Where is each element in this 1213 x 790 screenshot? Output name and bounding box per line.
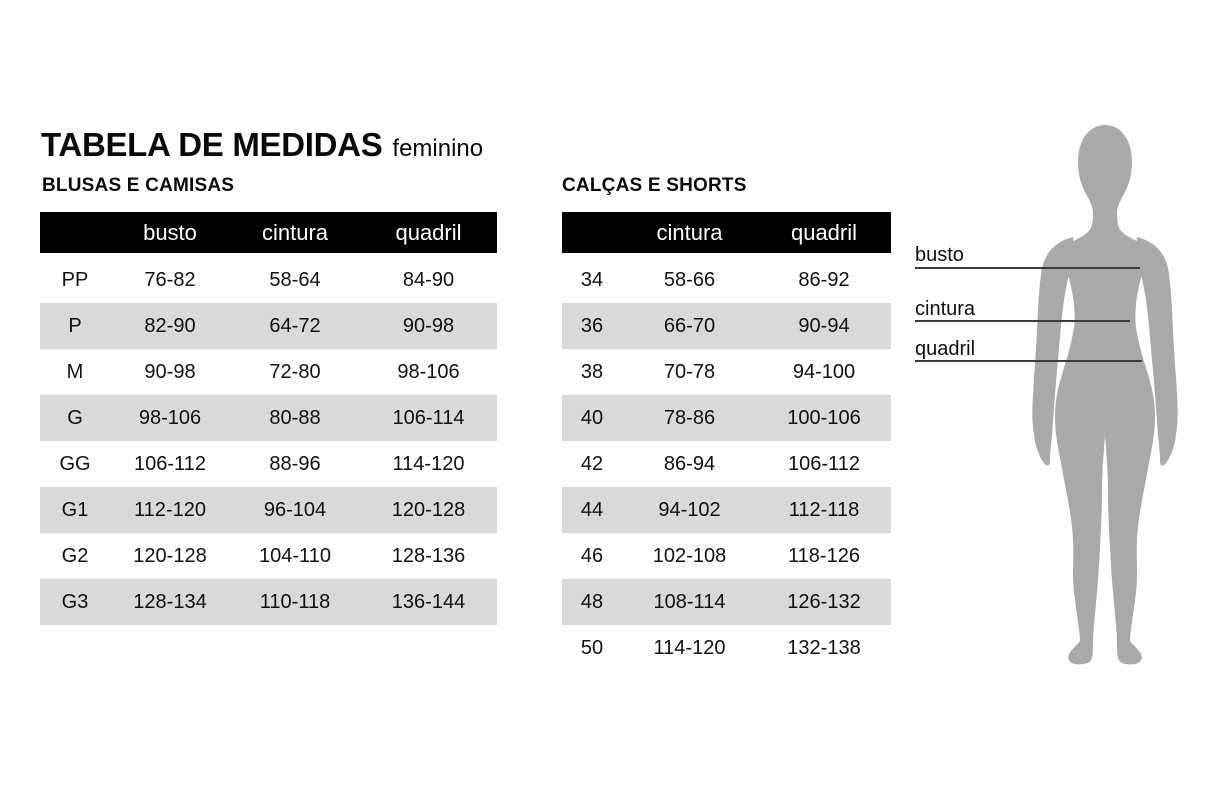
size-label: GG	[59, 452, 91, 475]
blusas-table	[40, 212, 497, 625]
measurement-cell: 120-128	[391, 498, 466, 521]
measurement-cell: 112-118	[788, 498, 860, 521]
column-header-quadril: quadril	[395, 219, 462, 245]
size-label: G3	[61, 590, 89, 613]
column-header-cintura: cintura	[656, 219, 723, 245]
table-row	[562, 257, 891, 303]
size-label: 36	[580, 314, 604, 337]
size-label: 40	[580, 406, 604, 429]
measurement-cell: 72-80	[269, 360, 321, 383]
measurement-cell: 86-92	[798, 268, 850, 291]
measurement-cell: 76-82	[144, 268, 196, 291]
size-label: 44	[580, 498, 604, 521]
measurement-cell: 98-106	[397, 360, 460, 383]
size-label: 34	[580, 268, 604, 291]
table-row	[562, 441, 891, 487]
measurement-cell: 136-144	[391, 590, 466, 613]
measurement-cell: 90-98	[402, 314, 455, 337]
column-header-cintura: cintura	[261, 219, 329, 245]
female-body-silhouette-image	[1025, 117, 1185, 667]
table-row	[562, 487, 891, 533]
table-row	[40, 257, 497, 303]
measurement-cell: 58-64	[269, 268, 321, 291]
measurement-cell: 112-120	[134, 498, 206, 521]
measurement-cell: 80-88	[269, 406, 321, 429]
measurement-cell: 102-108	[652, 544, 727, 567]
measurement-cell: 88-96	[269, 452, 321, 475]
calcas-table-body	[562, 257, 891, 671]
table-row	[562, 579, 891, 625]
measurement-cell: 128-134	[133, 590, 207, 613]
section-title-calcas: CALÇAS E SHORTS	[562, 175, 747, 196]
table-row	[562, 349, 891, 395]
table-row	[40, 533, 497, 579]
figure-label-busto: busto	[915, 244, 964, 266]
size-label: M	[66, 360, 84, 383]
measurement-cell: 98-106	[138, 406, 202, 429]
size-label: 42	[580, 452, 604, 475]
measurement-cell: 78-86	[663, 406, 716, 429]
figure-label-cintura: cintura	[915, 298, 976, 320]
measurement-cell: 114-120	[392, 452, 465, 475]
page-title: TABELA DE MEDIDAS	[41, 126, 383, 163]
cintura-measure-line	[915, 320, 1130, 322]
measurement-cell: 94-102	[658, 498, 721, 521]
column-header-quadril: quadril	[790, 219, 858, 245]
measurement-cell: 86-94	[663, 452, 716, 475]
measurement-cell: 106-112	[134, 452, 206, 475]
table-row	[40, 303, 497, 349]
measurement-cell: 58-66	[663, 268, 716, 291]
measurement-cell: 66-70	[663, 314, 716, 337]
silhouette-body-shape	[1055, 125, 1155, 664]
measurement-cell: 114-120	[653, 636, 726, 659]
measurement-cell: 106-114	[392, 406, 465, 429]
table-row	[40, 487, 497, 533]
size-label: 50	[580, 636, 604, 659]
table-row	[562, 303, 891, 349]
measurement-cell: 82-90	[144, 314, 196, 337]
table-row	[40, 441, 497, 487]
measurement-cell: 90-98	[144, 360, 196, 383]
page-subtitle: feminino	[392, 135, 484, 162]
measurement-cell: 126-132	[787, 590, 861, 613]
measurement-cell: 84-90	[402, 268, 455, 291]
measurement-cell: 104-110	[259, 544, 331, 567]
measurement-cell: 128-136	[391, 544, 466, 567]
section-title-blusas: BLUSAS E CAMISAS	[42, 175, 235, 196]
size-label: P	[68, 314, 82, 337]
measurement-cell: 110-118	[259, 590, 331, 613]
measurement-cell: 70-78	[663, 360, 716, 383]
measurement-cell: 94-100	[792, 360, 856, 383]
measurement-cell: 96-104	[263, 498, 327, 521]
measurement-cell: 132-138	[787, 636, 861, 659]
table-row	[40, 349, 497, 395]
size-label: G1	[61, 498, 89, 521]
measurement-cell: 100-106	[787, 406, 861, 429]
calcas-header-row	[562, 212, 891, 253]
size-label: 38	[580, 360, 604, 383]
size-label: PP	[61, 268, 89, 291]
calcas-table	[562, 212, 891, 671]
measurement-cell: 108-114	[653, 590, 726, 613]
size-label: 46	[580, 544, 604, 567]
page-title-block	[41, 126, 483, 164]
busto-measure-line	[915, 267, 1140, 269]
table-row	[562, 625, 891, 671]
measurement-cell: 118-126	[788, 544, 860, 567]
blusas-header-row	[40, 212, 497, 253]
size-label: G2	[61, 544, 89, 567]
measurement-cell: 106-112	[788, 452, 860, 475]
figure-label-quadril: quadril	[915, 338, 976, 360]
measurement-cell: 90-94	[798, 314, 850, 337]
column-header-busto: busto	[143, 219, 197, 245]
table-row	[562, 533, 891, 579]
blusas-table-body	[40, 257, 497, 625]
measurement-cell: 120-128	[133, 544, 207, 567]
quadril-measure-line	[915, 360, 1142, 362]
table-row	[40, 579, 497, 625]
measurement-cell: 64-72	[269, 314, 321, 337]
size-label: G	[67, 406, 83, 429]
size-label: 48	[580, 590, 604, 613]
table-row	[562, 395, 891, 441]
table-row	[40, 395, 497, 441]
